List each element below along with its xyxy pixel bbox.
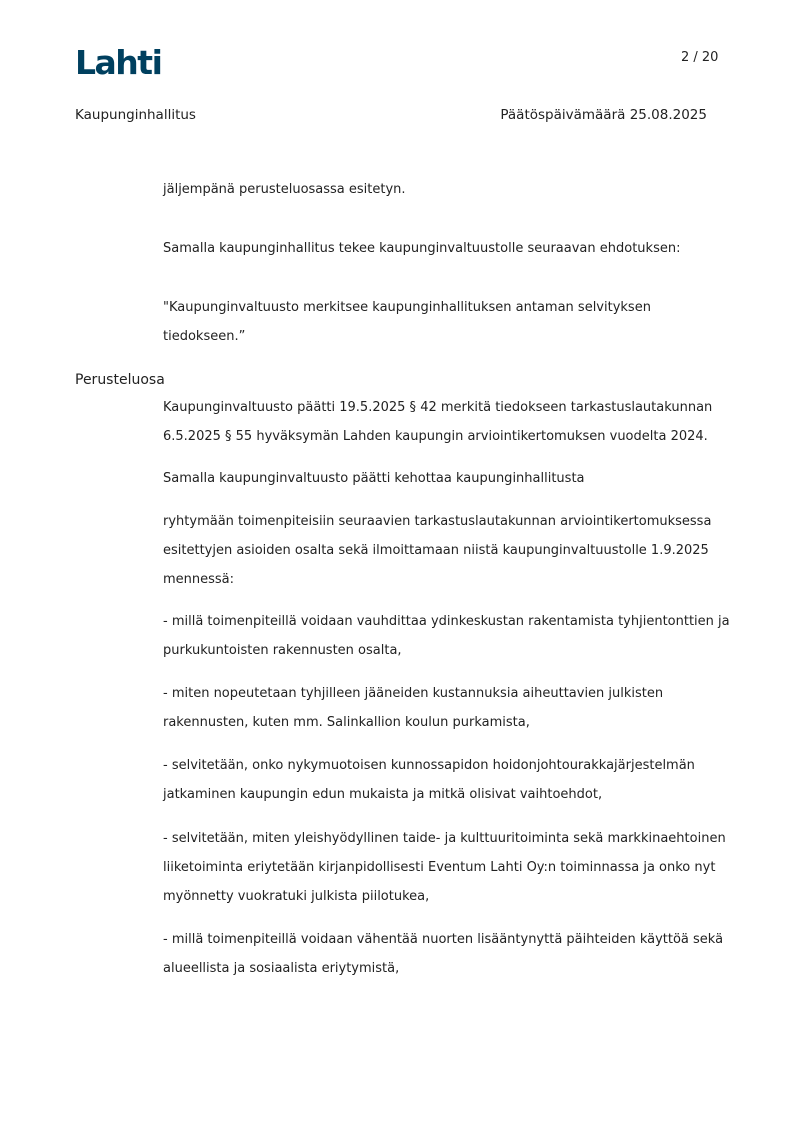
list-item: - selvitetään, miten yleishyödyllinen taide- ja kulttuuritoiminta sekä markkinaehtoinen liiketoiminta eriytetään kirjanpidollisesti Eventum Lahti Oy:n toiminnassa ja onko nyt myönnetty vuokratuki julkista piilotukea,: [163, 831, 726, 904]
list-item: - selvitetään, onko nykymuotoisen kunnossapidon hoidonjohtourakkajärjestelmän jatkaminen kaupungin edun mukaista ja mitkä olisivat vaihtoehdot,: [163, 758, 695, 802]
proposal-quote: "Kaupunginvaltuusto merkitsee kaupunginhallituksen antaman selvityksen tiedokseen.”: [163, 300, 651, 344]
section-heading-perusteluosa: Perusteluosa: [75, 372, 165, 388]
decision-date: Päätöspäivämäärä 25.08.2025: [500, 107, 707, 123]
paragraph: Samalla kaupunginhallitus tekee kaupunginvaltuustolle seuraavan ehdotuksen:: [163, 241, 681, 256]
page-number: 2 / 20: [681, 50, 719, 65]
paragraph: jäljempänä perusteluosassa esitetyn.: [163, 182, 406, 197]
paragraph: Kaupunginvaltuusto päätti 19.5.2025 § 42 merkitä tiedokseen tarkastuslautakunnan 6.5.2025 § 55 hyväksymän Lahden kaupungin arviointikertomuksen vuodelta 2024.: [163, 400, 713, 444]
list-item: - miten nopeutetaan tyhjilleen jääneiden kustannuksia aiheuttavien julkisten rakennusten, kuten mm. Salinkallion koulun purkamista,: [163, 686, 664, 730]
paragraph: Samalla kaupunginvaltuusto päätti kehottaa kaupunginhallitusta: [163, 471, 585, 486]
paragraph: ryhtymään toimenpiteisiin seuraavien tarkastuslautakunnan arviointikertomuksessa esitettyjen asioiden osalta sekä ilmoittamaan niistä kaupunginvaltuustolle 1.9.2025 mennessä:: [163, 514, 712, 587]
list-item: - millä toimenpiteillä voidaan vähentää nuorten lisääntynyttä päihteiden käyttöä sekä alueellista ja sosiaalista eriytymistä,: [163, 932, 724, 976]
lahti-logo: Lahti: [75, 43, 162, 82]
organization-name: Kaupunginhallitus: [75, 107, 196, 123]
list-item: - millä toimenpiteillä voidaan vauhdittaa ydinkeskustan rakentamista tyhjientonttien ja purkukuntoisten rakennusten osalta,: [163, 614, 730, 658]
